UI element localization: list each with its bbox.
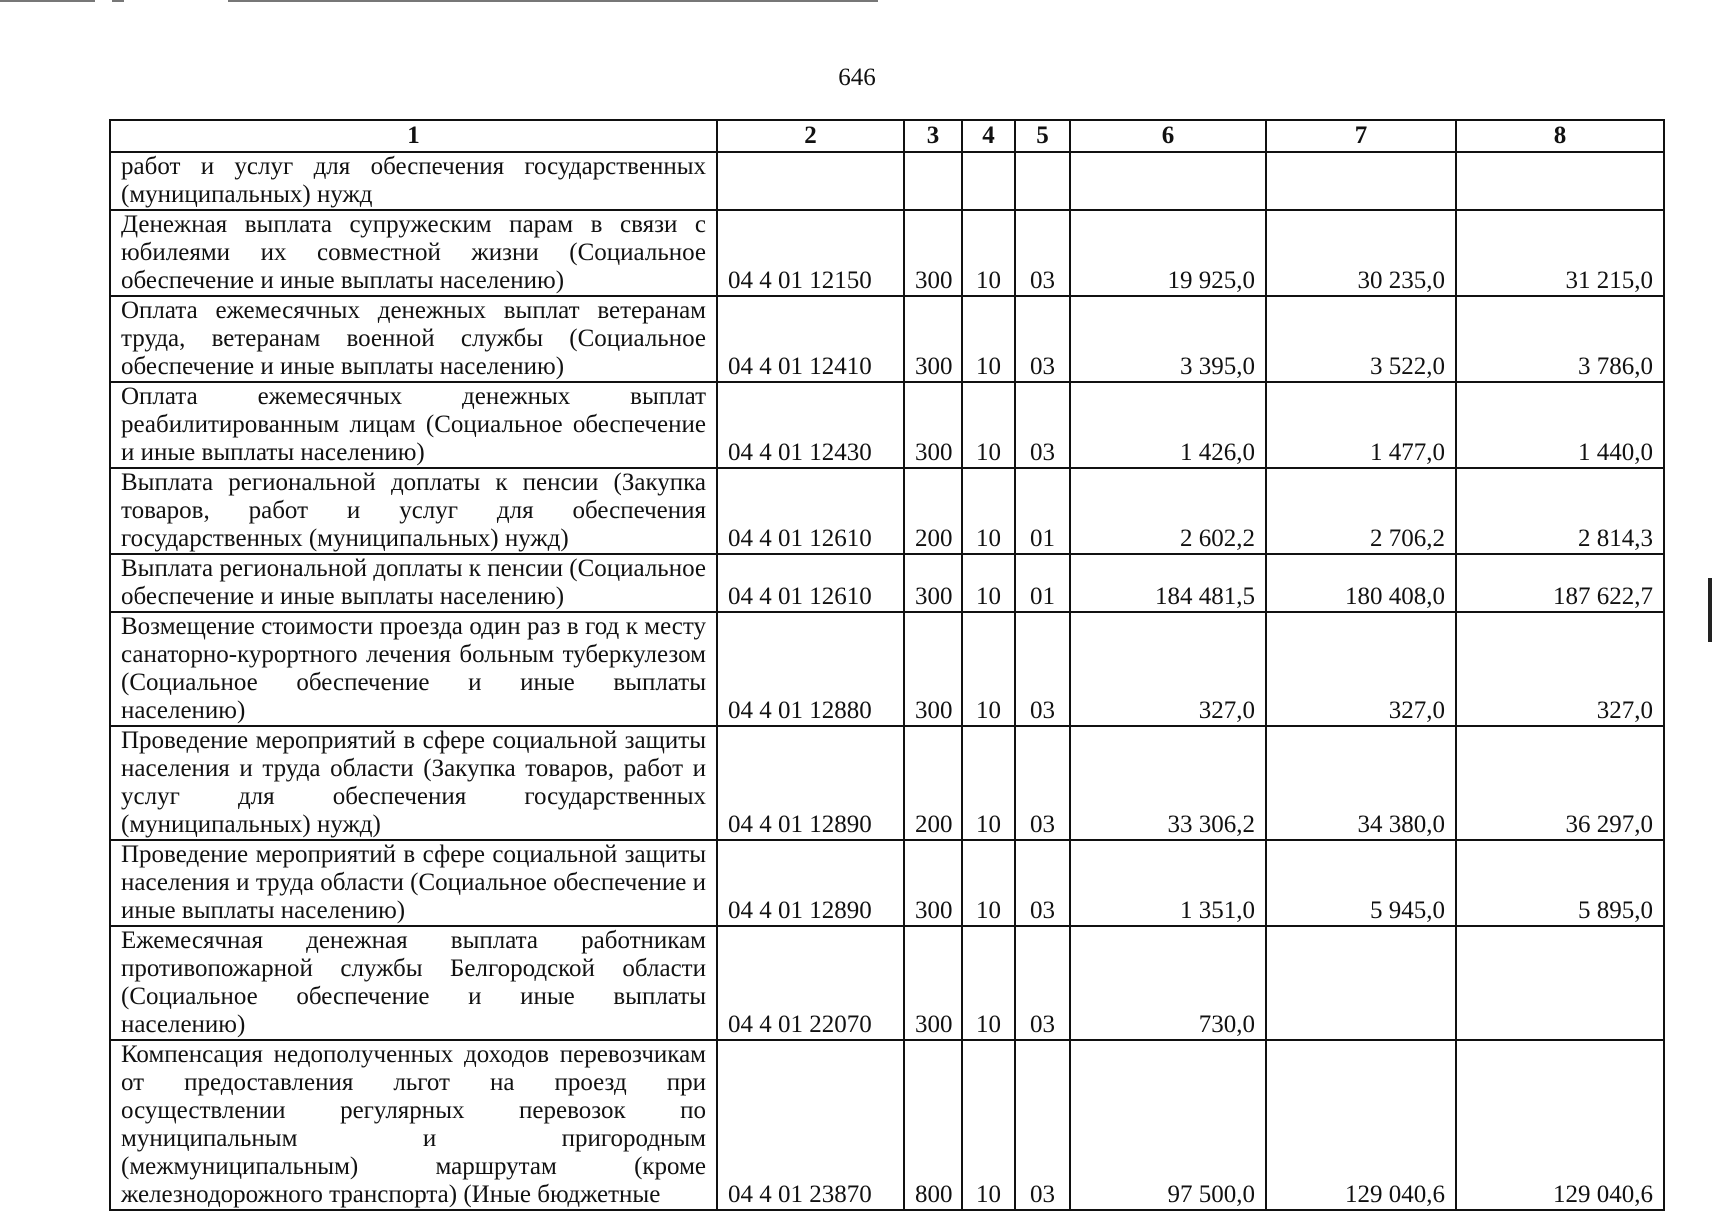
target-article-code: 04 4 01 12610: [717, 468, 904, 554]
column-header: 2: [717, 120, 904, 152]
expense-type-code: 300: [904, 612, 962, 726]
amount-col-6: 327,0: [1070, 612, 1266, 726]
amount-col-6: 184 481,5: [1070, 554, 1266, 612]
expense-type-code: 300: [904, 554, 962, 612]
amount-col-7: 34 380,0: [1266, 726, 1456, 840]
expense-description: Выплата региональной доплаты к пенсии (Закупка товаров, работ и услуг для обеспечения государственных (муниципальных) нужд): [110, 468, 717, 554]
amount-col-7: [1266, 926, 1456, 1040]
subsection-code: 01: [1015, 554, 1070, 612]
subsection-code: 03: [1015, 210, 1070, 296]
amount-col-8: 129 040,6: [1456, 1040, 1664, 1210]
amount-col-8: [1456, 152, 1664, 210]
column-header: 4: [962, 120, 1015, 152]
amount-col-6: 33 306,2: [1070, 726, 1266, 840]
section-code: 10: [962, 468, 1015, 554]
scan-artifact-line: [0, 0, 95, 2]
expense-type-code: 200: [904, 726, 962, 840]
expense-description: работ и услуг для обеспечения государственных (муниципальных) нужд: [110, 152, 717, 210]
amount-col-7: 180 408,0: [1266, 554, 1456, 612]
table-row: [110, 612, 1664, 726]
amount-col-7: 1 477,0: [1266, 382, 1456, 468]
amount-col-8: 187 622,7: [1456, 554, 1664, 612]
target-article-code: 04 4 01 12430: [717, 382, 904, 468]
expense-type-code: 300: [904, 382, 962, 468]
section-code: 10: [962, 612, 1015, 726]
expense-description: Выплата региональной доплаты к пенсии (Социальное обеспечение и иные выплаты населению): [110, 554, 717, 612]
column-header: 3: [904, 120, 962, 152]
subsection-code: 03: [1015, 382, 1070, 468]
target-article-code: 04 4 01 12150: [717, 210, 904, 296]
subsection-code: [1015, 152, 1070, 210]
expense-type-code: [904, 152, 962, 210]
table-row: [110, 926, 1664, 1040]
table-row: [110, 296, 1664, 382]
amount-col-6: 1 351,0: [1070, 840, 1266, 926]
budget-table: [109, 119, 1665, 1211]
subsection-code: 03: [1015, 840, 1070, 926]
table-row: [110, 1040, 1664, 1210]
target-article-code: 04 4 01 12410: [717, 296, 904, 382]
amount-col-8: 5 895,0: [1456, 840, 1664, 926]
section-code: 10: [962, 840, 1015, 926]
table-row: [110, 210, 1664, 296]
amount-col-7: 129 040,6: [1266, 1040, 1456, 1210]
section-code: 10: [962, 726, 1015, 840]
table-row: [110, 468, 1664, 554]
expense-description: Оплата ежемесячных денежных выплат ветеранам труда, ветеранам военной службы (Социальное обеспечение и иные выплаты населению): [110, 296, 717, 382]
amount-col-6: 730,0: [1070, 926, 1266, 1040]
header-row: [110, 120, 1664, 152]
scan-artifact-line: [228, 0, 878, 2]
column-header: 1: [110, 120, 717, 152]
amount-col-7: 327,0: [1266, 612, 1456, 726]
table-row: [110, 152, 1664, 210]
expense-description: Возмещение стоимости проезда один раз в год к месту санаторно-курортного лечения больным туберкулезом (Социальное обеспечение и иные выплаты населению): [110, 612, 717, 726]
target-article-code: 04 4 01 12890: [717, 840, 904, 926]
amount-col-6: [1070, 152, 1266, 210]
expense-description: Компенсация недополученных доходов перевозчикам от предоставления льгот на проезд при осуществлении регулярных перевозок по муниципальным и пригородным (межмуниципальным) маршрутам (кроме железнодорожного транспорта) (Иные бюджетные: [110, 1040, 717, 1210]
column-header: 5: [1015, 120, 1070, 152]
target-article-code: 04 4 01 22070: [717, 926, 904, 1040]
section-code: 10: [962, 296, 1015, 382]
target-article-code: 04 4 01 12610: [717, 554, 904, 612]
amount-col-7: [1266, 152, 1456, 210]
target-article-code: 04 4 01 12890: [717, 726, 904, 840]
amount-col-8: 2 814,3: [1456, 468, 1664, 554]
amount-col-8: 36 297,0: [1456, 726, 1664, 840]
subsection-code: 03: [1015, 1040, 1070, 1210]
section-code: 10: [962, 382, 1015, 468]
subsection-code: 03: [1015, 926, 1070, 1040]
table-row: [110, 840, 1664, 926]
amount-col-8: [1456, 926, 1664, 1040]
amount-col-6: 2 602,2: [1070, 468, 1266, 554]
subsection-code: 03: [1015, 612, 1070, 726]
expense-type-code: 300: [904, 840, 962, 926]
expense-description: Проведение мероприятий в сфере социальной защиты населения и труда области (Социальное обеспечение и иные выплаты населению): [110, 840, 717, 926]
amount-col-8: 3 786,0: [1456, 296, 1664, 382]
expense-description: Денежная выплата супружеским парам в связи с юбилеями их совместной жизни (Социальное обеспечение и иные выплаты населению): [110, 210, 717, 296]
subsection-code: 03: [1015, 296, 1070, 382]
table-body: [110, 152, 1664, 1210]
expense-description: Оплата ежемесячных денежных выплат реабилитированным лицам (Социальное обеспечение и иные выплаты населению): [110, 382, 717, 468]
page-number: 646: [838, 64, 876, 91]
amount-col-7: 2 706,2: [1266, 468, 1456, 554]
table-row: [110, 554, 1664, 612]
expense-description: Проведение мероприятий в сфере социальной защиты населения и труда области (Закупка товаров, работ и услуг для обеспечения государственных (муниципальных) нужд): [110, 726, 717, 840]
section-code: 10: [962, 1040, 1015, 1210]
expense-description: Ежемесячная денежная выплата работникам противопожарной службы Белгородской области (Социальное обеспечение и иные выплаты населению): [110, 926, 717, 1040]
amount-col-7: 3 522,0: [1266, 296, 1456, 382]
expense-type-code: 300: [904, 210, 962, 296]
amount-col-8: 31 215,0: [1456, 210, 1664, 296]
target-article-code: 04 4 01 23870: [717, 1040, 904, 1210]
expense-type-code: 200: [904, 468, 962, 554]
amount-col-6: 19 925,0: [1070, 210, 1266, 296]
section-code: 10: [962, 554, 1015, 612]
scan-edge-mark: [1708, 578, 1712, 642]
amount-col-6: 1 426,0: [1070, 382, 1266, 468]
amount-col-8: 327,0: [1456, 612, 1664, 726]
expense-type-code: 300: [904, 296, 962, 382]
subsection-code: 01: [1015, 468, 1070, 554]
section-code: 10: [962, 926, 1015, 1040]
scan-artifact-line: [112, 0, 124, 2]
column-header: 6: [1070, 120, 1266, 152]
subsection-code: 03: [1015, 726, 1070, 840]
amount-col-6: 97 500,0: [1070, 1040, 1266, 1210]
expense-type-code: 300: [904, 926, 962, 1040]
amount-col-8: 1 440,0: [1456, 382, 1664, 468]
section-code: 10: [962, 210, 1015, 296]
amount-col-6: 3 395,0: [1070, 296, 1266, 382]
expense-type-code: 800: [904, 1040, 962, 1210]
target-article-code: 04 4 01 12880: [717, 612, 904, 726]
section-code: [962, 152, 1015, 210]
table-row: [110, 382, 1664, 468]
column-header: 7: [1266, 120, 1456, 152]
amount-col-7: 5 945,0: [1266, 840, 1456, 926]
table-row: [110, 726, 1664, 840]
amount-col-7: 30 235,0: [1266, 210, 1456, 296]
target-article-code: [717, 152, 904, 210]
column-header: 8: [1456, 120, 1664, 152]
